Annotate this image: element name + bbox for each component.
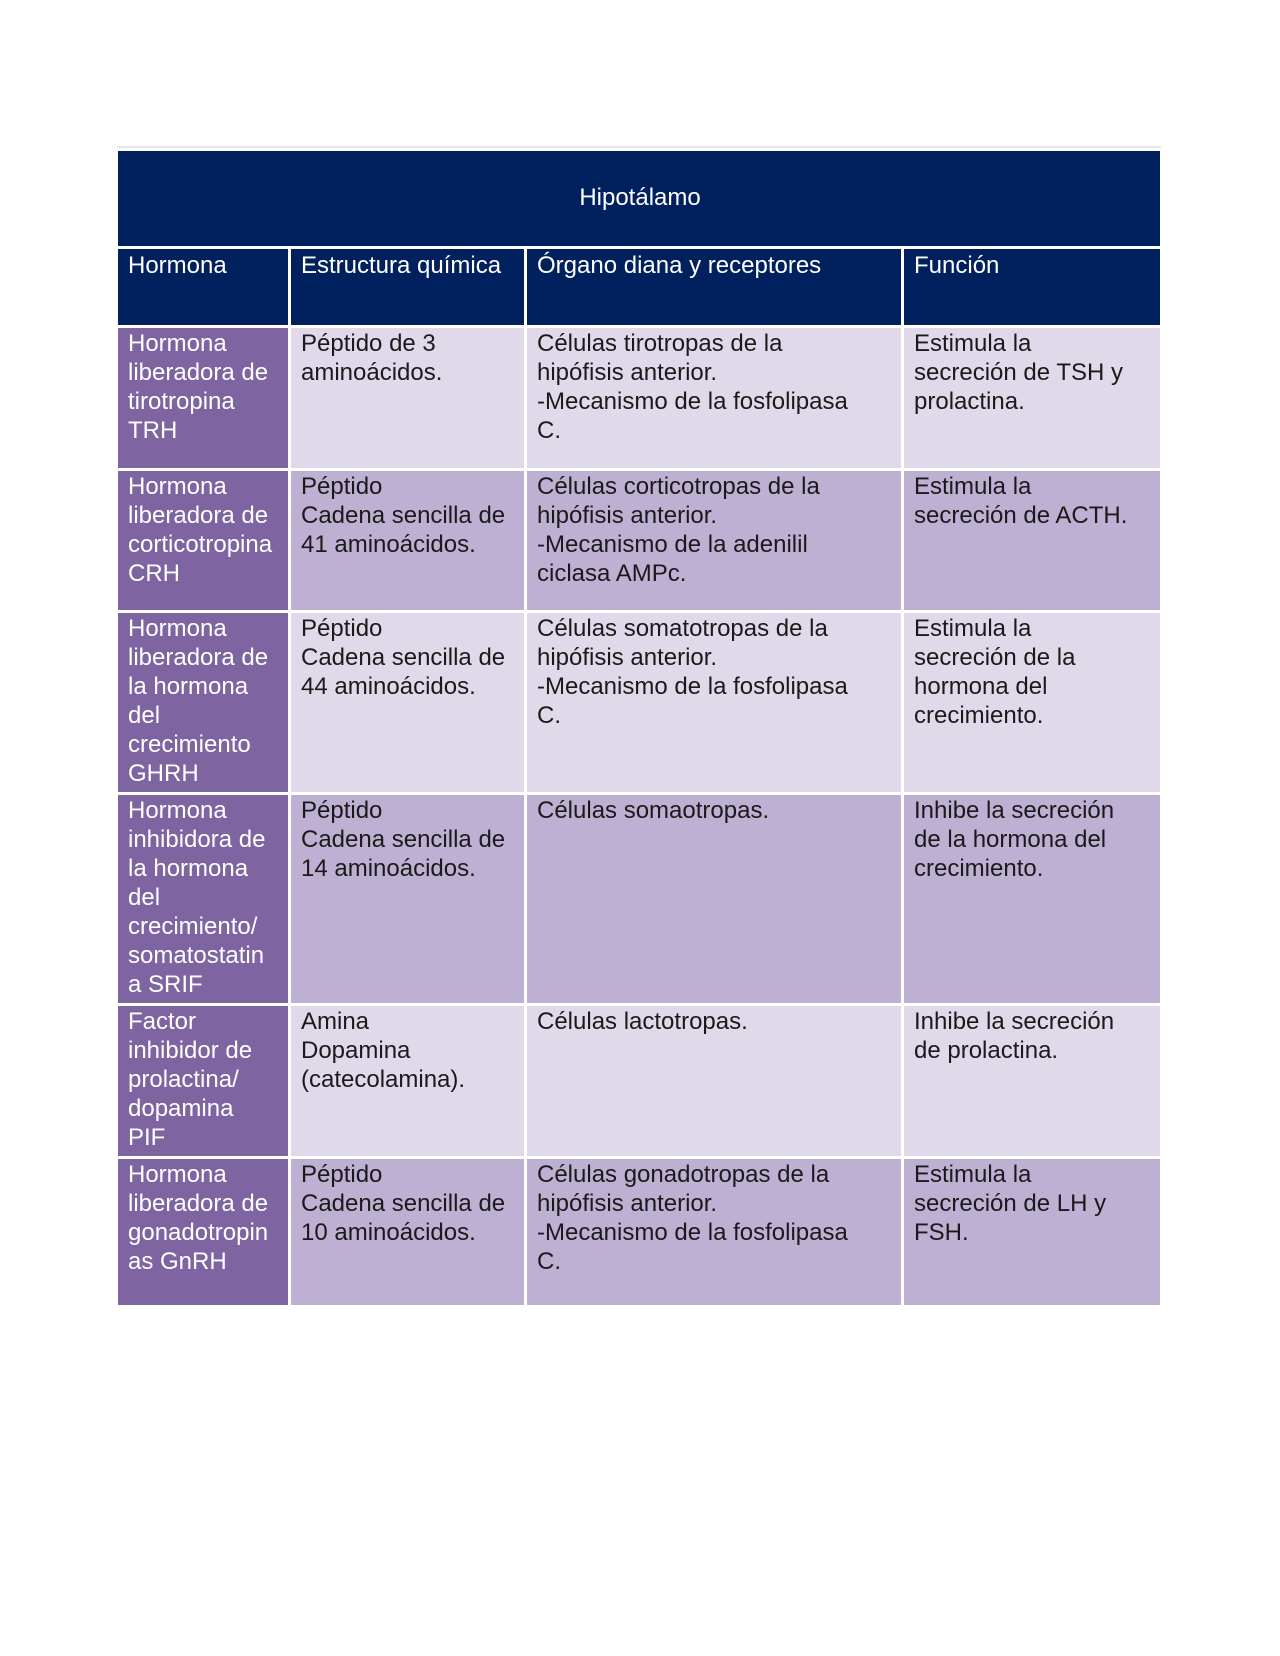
- cell-hormona: [118, 328, 288, 468]
- cell-line: 14 aminoácidos.: [301, 855, 476, 882]
- cell-line: hipófisis anterior.: [537, 1190, 718, 1217]
- cell-line: inhibidora de: [128, 826, 266, 853]
- cell-line: a SRIF: [128, 971, 203, 998]
- cell-line: Péptido: [301, 1161, 383, 1188]
- cell-line: secreción de LH y: [914, 1190, 1107, 1217]
- cell-line: Cadena sencilla de: [301, 1190, 506, 1217]
- column-header-hormona: Hormona: [118, 249, 288, 325]
- table-row: [118, 1159, 1160, 1305]
- cell-line: Amina: [301, 1008, 370, 1035]
- cell-line: Estimula la: [914, 330, 1032, 357]
- table-row: [118, 328, 1160, 468]
- cell-line: hipófisis anterior.: [537, 502, 718, 529]
- cell-line: Inhibe la secreción: [914, 1008, 1115, 1035]
- cell-hormona: [118, 613, 288, 792]
- hypothalamus-table: [115, 148, 1163, 1308]
- title-row: [118, 151, 1160, 246]
- cell-line: crecimiento.: [914, 702, 1044, 729]
- cell-line: PIF: [128, 1124, 166, 1151]
- cell-funcion: [904, 795, 1160, 1003]
- cell-funcion: [904, 1159, 1160, 1305]
- cell-organo: [527, 1006, 901, 1156]
- cell-line: Hormona: [128, 615, 227, 642]
- cell-line: Células gonadotropas de la: [537, 1161, 830, 1188]
- table-row: [118, 471, 1160, 610]
- cell-line: Cadena sencilla de: [301, 826, 506, 853]
- cell-line: secreción de ACTH.: [914, 502, 1128, 529]
- cell-estructura: [291, 1006, 524, 1156]
- cell-line: liberadora de: [128, 1190, 269, 1217]
- cell-line: prolactina/: [128, 1066, 239, 1093]
- cell-line: inhibidor de: [128, 1037, 253, 1064]
- cell-line: Estimula la: [914, 615, 1032, 642]
- cell-organo: [527, 1159, 901, 1305]
- cell-line: Péptido: [301, 473, 383, 500]
- cell-line: liberadora de: [128, 359, 269, 386]
- cell-line: tirotropina: [128, 388, 235, 415]
- cell-hormona: [118, 1159, 288, 1305]
- cell-line: Dopamina: [301, 1037, 411, 1064]
- cell-line: la hormona: [128, 855, 249, 882]
- table-row: [118, 613, 1160, 792]
- cell-line: de prolactina.: [914, 1037, 1059, 1064]
- cell-line: 10 aminoácidos.: [301, 1219, 476, 1246]
- column-header-estructura: Estructura química: [291, 249, 524, 325]
- cell-line: liberadora de: [128, 644, 269, 671]
- cell-line: Células corticotropas de la: [537, 473, 820, 500]
- cell-line: somatostatin: [128, 942, 265, 969]
- cell-line: Cadena sencilla de: [301, 644, 506, 671]
- cell-line: C.: [537, 702, 561, 729]
- cell-line: Células tirotropas de la: [537, 330, 783, 357]
- cell-organo: [527, 795, 901, 1003]
- cell-estructura: [291, 471, 524, 610]
- cell-line: hipófisis anterior.: [537, 644, 718, 671]
- cell-line: GHRH: [128, 760, 199, 787]
- cell-line: crecimiento/: [128, 913, 258, 940]
- table-title: Hipotálamo: [118, 151, 1160, 246]
- cell-line: ciclasa AMPc.: [537, 560, 687, 587]
- cell-line: C.: [537, 417, 561, 444]
- cell-line: liberadora de: [128, 502, 269, 529]
- cell-line: 41 aminoácidos.: [301, 531, 476, 558]
- cell-line: as GnRH: [128, 1248, 227, 1275]
- cell-funcion: [904, 328, 1160, 468]
- cell-line: crecimiento: [128, 731, 251, 758]
- cell-line: Cadena sencilla de: [301, 502, 506, 529]
- cell-line: dopamina: [128, 1095, 234, 1122]
- cell-line: Células somaotropas.: [537, 797, 770, 824]
- cell-line: Péptido: [301, 615, 383, 642]
- cell-line: Hormona: [128, 1161, 227, 1188]
- cell-line: Estimula la: [914, 473, 1032, 500]
- table-row: [118, 1006, 1160, 1156]
- cell-hormona: [118, 795, 288, 1003]
- table-row: [118, 795, 1160, 1003]
- cell-line: Inhibe la secreción: [914, 797, 1115, 824]
- cell-line: Células somatotropas de la: [537, 615, 828, 642]
- cell-funcion: [904, 1006, 1160, 1156]
- cell-line: Células lactotropas.: [537, 1008, 748, 1035]
- cell-line: Hormona: [128, 330, 227, 357]
- cell-estructura: [291, 795, 524, 1003]
- cell-line: Péptido de 3: [301, 330, 436, 357]
- cell-estructura: [291, 1159, 524, 1305]
- cell-line: secreción de TSH y: [914, 359, 1123, 386]
- cell-organo: [527, 328, 901, 468]
- cell-hormona: [118, 1006, 288, 1156]
- cell-funcion: [904, 613, 1160, 792]
- cell-line: secreción de la: [914, 644, 1076, 671]
- cell-line: -Mecanismo de la fosfolipasa: [537, 1219, 848, 1246]
- cell-line: de la hormona del: [914, 826, 1107, 853]
- header-row: [118, 249, 1160, 325]
- cell-line: Péptido: [301, 797, 383, 824]
- cell-line: prolactina.: [914, 388, 1025, 415]
- cell-estructura: [291, 613, 524, 792]
- cell-line: Hormona: [128, 797, 227, 824]
- cell-line: -Mecanismo de la adenilil: [537, 531, 808, 558]
- cell-organo: [527, 471, 901, 610]
- cell-line: aminoácidos.: [301, 359, 443, 386]
- cell-line: corticotropina: [128, 531, 273, 558]
- cell-funcion: [904, 471, 1160, 610]
- cell-line: Factor: [128, 1008, 197, 1035]
- cell-line: (catecolamina).: [301, 1066, 466, 1093]
- cell-organo: [527, 613, 901, 792]
- cell-line: -Mecanismo de la fosfolipasa: [537, 388, 848, 415]
- cell-line: 44 aminoácidos.: [301, 673, 476, 700]
- cell-line: FSH.: [914, 1219, 969, 1246]
- cell-line: del: [128, 702, 161, 729]
- cell-line: CRH: [128, 560, 180, 587]
- cell-line: gonadotropin: [128, 1219, 269, 1246]
- cell-line: TRH: [128, 417, 178, 444]
- cell-line: Estimula la: [914, 1161, 1032, 1188]
- cell-line: crecimiento.: [914, 855, 1044, 882]
- column-header-funcion: Función: [904, 249, 1160, 325]
- cell-line: del: [128, 884, 161, 911]
- cell-hormona: [118, 471, 288, 610]
- cell-line: Hormona: [128, 473, 227, 500]
- column-header-organo: Órgano diana y receptores: [527, 249, 901, 325]
- cell-line: -Mecanismo de la fosfolipasa: [537, 673, 848, 700]
- cell-line: la hormona: [128, 673, 249, 700]
- cell-estructura: [291, 328, 524, 468]
- cell-line: hipófisis anterior.: [537, 359, 718, 386]
- cell-line: hormona del: [914, 673, 1048, 700]
- cell-line: C.: [537, 1248, 561, 1275]
